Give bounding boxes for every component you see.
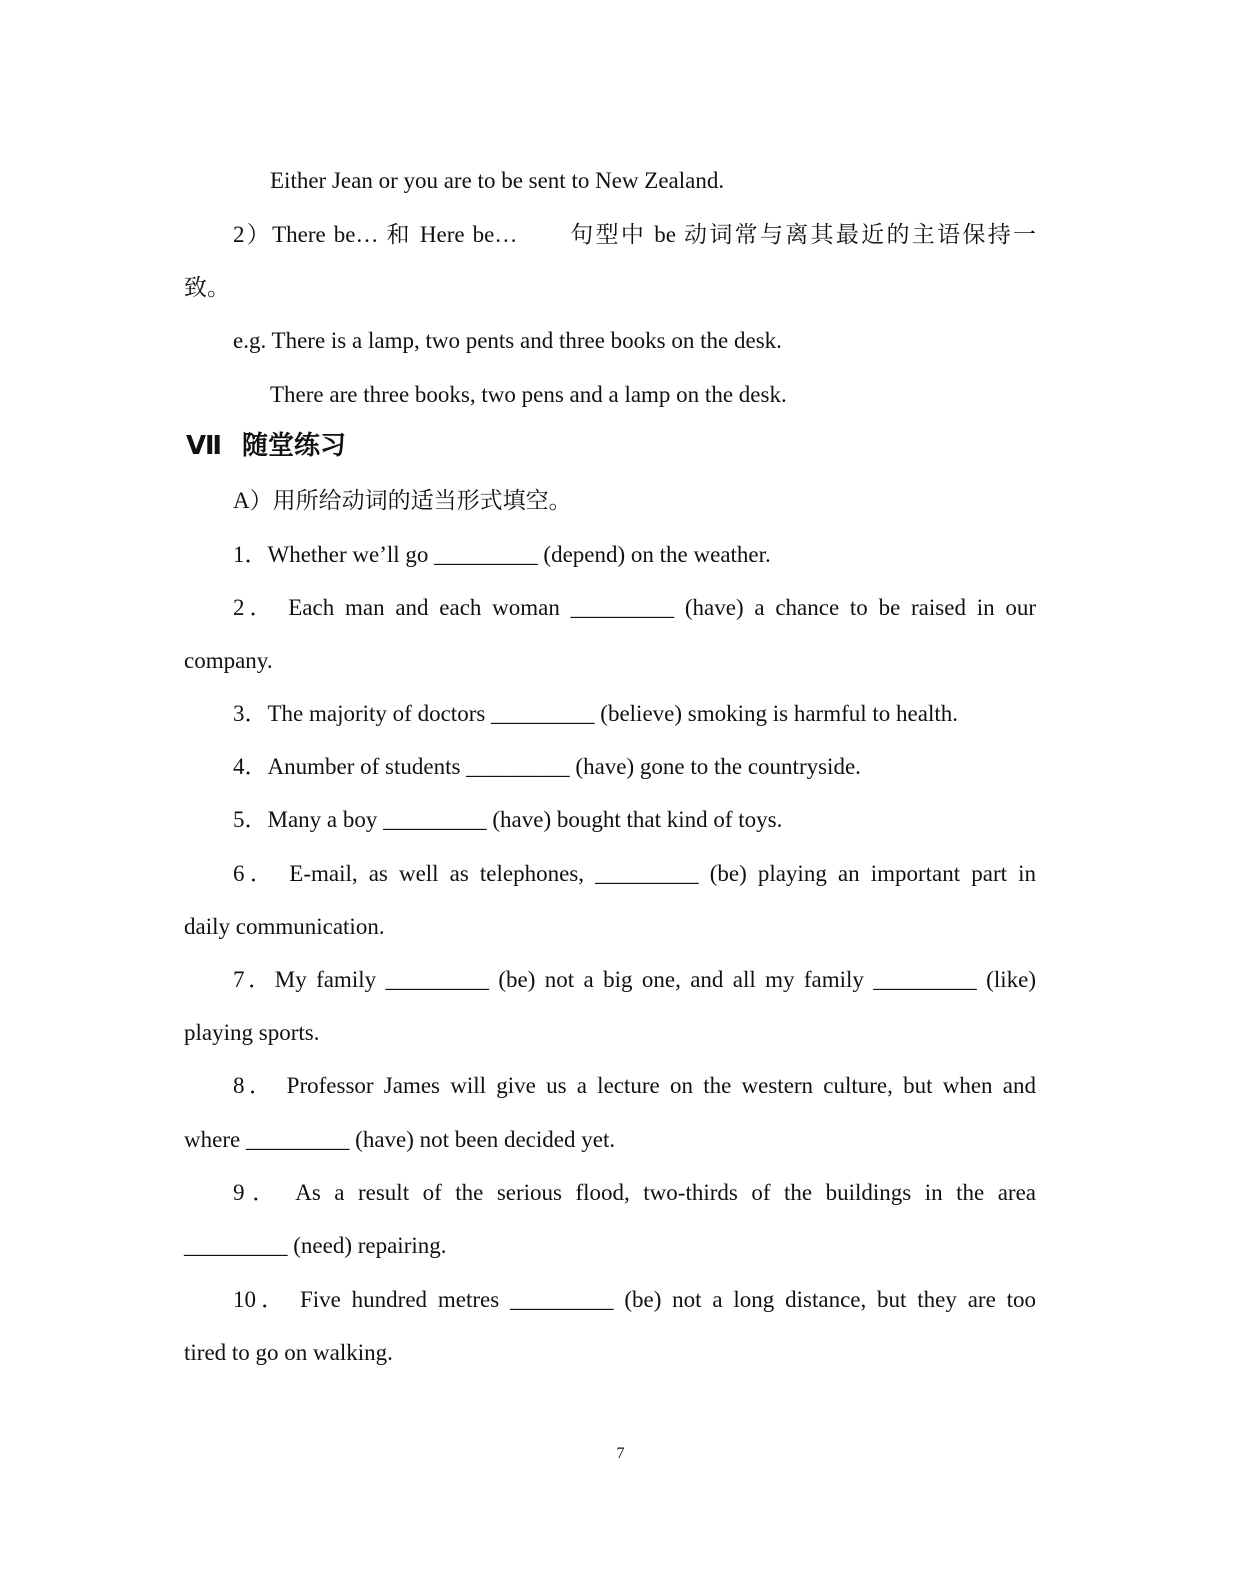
question-3: 3．The majority of doctors _________ (believe) smoking is harmful to health. — [233, 701, 958, 726]
section-heading — [186, 428, 346, 464]
question-9-line-1: 9． As a result of the serious flood, two-thirds of the buildings in the area — [233, 1180, 1036, 1205]
question-2-line-1: 2． Each man and each woman _________ (have) a chance to be raised in our — [233, 595, 1036, 620]
section-number: Ⅶ — [186, 431, 223, 461]
exercise-instruction: A）用所给动词的适当形式填空。 — [233, 488, 572, 513]
example-sentence-1: e.g. There is a lamp, two pents and three books on the desk. — [233, 328, 782, 353]
question-10-line-2: tired to go on walking. — [184, 1340, 393, 1365]
question-7-line-1: 7．My family _________ (be) not a big one, and all my family _________ (like) — [233, 967, 1036, 992]
rule-2-line-1: 2）There be… 和 Here be… 句型中 be 动词常与离其最近的主语保持一 — [233, 222, 1036, 247]
question-8-line-1: 8． Professor James will give us a lecture on the western culture, but when and — [233, 1073, 1036, 1098]
question-8-line-2: where _________ (have) not been decided yet. — [184, 1127, 616, 1152]
question-5: 5．Many a boy _________ (have) bought that kind of toys. — [233, 807, 783, 832]
question-1: 1．Whether we’ll go _________ (depend) on the weather. — [233, 542, 771, 567]
question-4: 4．Anumber of students _________ (have) gone to the countryside. — [233, 754, 861, 779]
rule-2-line-2: 致。 — [184, 275, 230, 300]
example-sentence-either: Either Jean or you are to be sent to New Zealand. — [270, 168, 725, 193]
section-title: 随堂练习 — [242, 431, 347, 461]
page-number: 7 — [616, 1445, 625, 1462]
example-sentence-2: There are three books, two pens and a lamp on the desk. — [270, 382, 787, 407]
question-6-line-2: daily communication. — [184, 914, 385, 939]
question-6-line-1: 6． E-mail, as well as telephones, _________ (be) playing an important part in — [233, 861, 1036, 886]
question-9-line-2: _________ (need) repairing. — [184, 1233, 447, 1258]
question-2-line-2: company. — [184, 648, 273, 673]
question-10-line-1: 10． Five hundred metres _________ (be) not a long distance, but they are too — [233, 1287, 1036, 1312]
question-7-line-2: playing sports. — [184, 1020, 320, 1045]
